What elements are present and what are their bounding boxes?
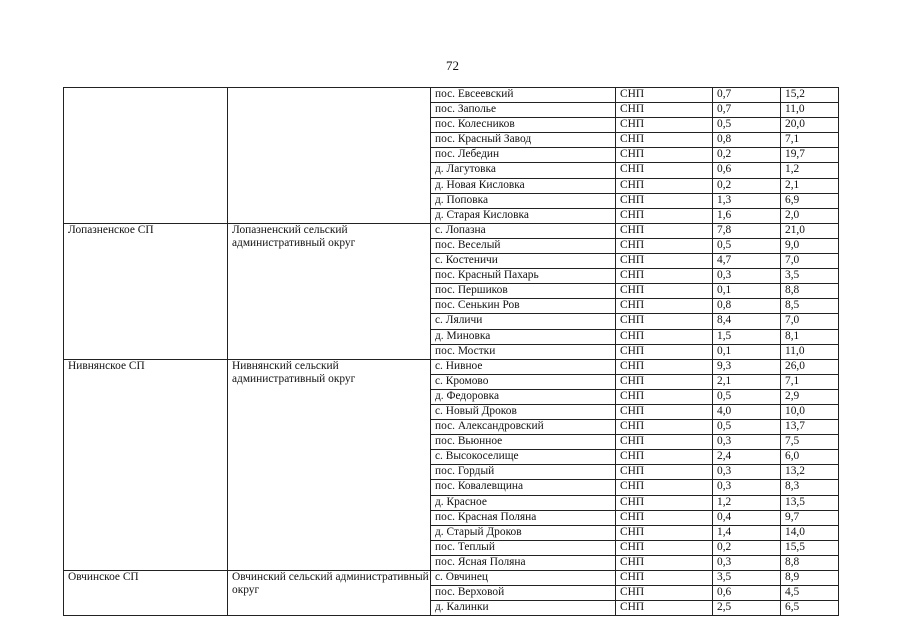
- settlement-type-cell: СНП: [616, 269, 713, 284]
- settlement-name-cell: с. Овчинец: [431, 571, 616, 586]
- value-a-cell: 0,2: [713, 540, 781, 555]
- settlement-type-cell: СНП: [616, 223, 713, 238]
- value-a-cell: 0,3: [713, 269, 781, 284]
- value-b-cell: 6,0: [781, 450, 839, 465]
- settlement-type-cell: СНП: [616, 571, 713, 586]
- settlement-name-cell: д. Лагутовка: [431, 163, 616, 178]
- value-b-cell: 2,0: [781, 208, 839, 223]
- value-b-cell: 2,9: [781, 389, 839, 404]
- value-b-cell: 15,5: [781, 540, 839, 555]
- value-a-cell: 1,2: [713, 495, 781, 510]
- settlement-name-cell: с. Костеничи: [431, 254, 616, 269]
- settlement-type-cell: СНП: [616, 148, 713, 163]
- value-b-cell: 8,9: [781, 571, 839, 586]
- value-b-cell: 6,9: [781, 193, 839, 208]
- settlement-name-cell: пос. Красная Поляна: [431, 510, 616, 525]
- value-a-cell: 0,6: [713, 586, 781, 601]
- value-a-cell: 0,3: [713, 480, 781, 495]
- value-a-cell: 1,4: [713, 525, 781, 540]
- settlement-type-cell: СНП: [616, 329, 713, 344]
- settlement-name-cell: пос. Вьюнное: [431, 435, 616, 450]
- municipality-cell: Лопазненское СП: [64, 223, 228, 359]
- value-a-cell: 0,2: [713, 178, 781, 193]
- settlement-name-cell: пос. Александровский: [431, 420, 616, 435]
- settlement-name-cell: д. Федоровка: [431, 389, 616, 404]
- settlement-type-cell: СНП: [616, 555, 713, 570]
- settlement-type-cell: СНП: [616, 495, 713, 510]
- value-a-cell: 0,3: [713, 465, 781, 480]
- value-a-cell: 8,4: [713, 314, 781, 329]
- settlement-type-cell: СНП: [616, 359, 713, 374]
- settlement-type-cell: СНП: [616, 163, 713, 178]
- settlement-type-cell: СНП: [616, 193, 713, 208]
- settlement-name-cell: пос. Веселый: [431, 238, 616, 253]
- value-b-cell: 7,1: [781, 133, 839, 148]
- settlement-name-cell: с. Высокоселище: [431, 450, 616, 465]
- settlement-type-cell: СНП: [616, 178, 713, 193]
- value-a-cell: 0,7: [713, 103, 781, 118]
- settlement-type-cell: СНП: [616, 284, 713, 299]
- value-a-cell: 0,5: [713, 238, 781, 253]
- value-a-cell: 0,5: [713, 389, 781, 404]
- value-b-cell: 26,0: [781, 359, 839, 374]
- district-cell: Нивнянский сельский административный округ: [228, 359, 431, 570]
- value-b-cell: 19,7: [781, 148, 839, 163]
- settlement-type-cell: СНП: [616, 389, 713, 404]
- value-a-cell: 2,4: [713, 450, 781, 465]
- value-b-cell: 1,2: [781, 163, 839, 178]
- settlement-name-cell: д. Поповка: [431, 193, 616, 208]
- settlement-type-cell: СНП: [616, 540, 713, 555]
- value-b-cell: 11,0: [781, 344, 839, 359]
- settlement-name-cell: пос. Красный Завод: [431, 133, 616, 148]
- settlement-type-cell: СНП: [616, 480, 713, 495]
- value-a-cell: 0,8: [713, 133, 781, 148]
- value-b-cell: 9,0: [781, 238, 839, 253]
- value-a-cell: 7,8: [713, 223, 781, 238]
- value-b-cell: 2,1: [781, 178, 839, 193]
- settlement-name-cell: пос. Красный Пахарь: [431, 269, 616, 284]
- settlement-name-cell: пос. Гордый: [431, 465, 616, 480]
- table-body: [64, 88, 839, 616]
- value-a-cell: 2,5: [713, 601, 781, 616]
- value-a-cell: 0,5: [713, 420, 781, 435]
- district-cell: Лопазненский сельский административный округ: [228, 223, 431, 359]
- value-a-cell: 0,3: [713, 555, 781, 570]
- settlement-type-cell: СНП: [616, 465, 713, 480]
- value-a-cell: 0,6: [713, 163, 781, 178]
- settlement-name-cell: пос. Ясная Поляна: [431, 555, 616, 570]
- value-b-cell: 8,3: [781, 480, 839, 495]
- settlement-name-cell: пос. Ковалевщина: [431, 480, 616, 495]
- settlement-type-cell: СНП: [616, 344, 713, 359]
- settlement-name-cell: с. Лопазна: [431, 223, 616, 238]
- settlement-type-cell: СНП: [616, 420, 713, 435]
- value-b-cell: 7,0: [781, 314, 839, 329]
- settlement-type-cell: СНП: [616, 118, 713, 133]
- table-row: [64, 359, 839, 374]
- settlement-type-cell: СНП: [616, 314, 713, 329]
- municipality-cell: Овчинское СП: [64, 571, 228, 616]
- settlement-name-cell: пос. Заполье: [431, 103, 616, 118]
- settlement-type-cell: СНП: [616, 103, 713, 118]
- value-a-cell: 0,4: [713, 510, 781, 525]
- table-row: [64, 223, 839, 238]
- value-a-cell: 0,2: [713, 148, 781, 163]
- settlement-type-cell: СНП: [616, 208, 713, 223]
- settlement-name-cell: д. Старая Кисловка: [431, 208, 616, 223]
- table-row: [64, 88, 839, 103]
- value-b-cell: 13,2: [781, 465, 839, 480]
- municipality-cell: [64, 88, 228, 224]
- value-b-cell: 8,8: [781, 284, 839, 299]
- district-cell: [228, 88, 431, 224]
- value-b-cell: 7,1: [781, 374, 839, 389]
- value-a-cell: 1,6: [713, 208, 781, 223]
- value-b-cell: 14,0: [781, 525, 839, 540]
- value-b-cell: 6,5: [781, 601, 839, 616]
- settlement-name-cell: пос. Лебедин: [431, 148, 616, 163]
- settlement-type-cell: СНП: [616, 450, 713, 465]
- value-a-cell: 4,7: [713, 254, 781, 269]
- settlement-name-cell: д. Новая Кисловка: [431, 178, 616, 193]
- page-number: 72: [446, 58, 459, 73]
- value-b-cell: 4,5: [781, 586, 839, 601]
- settlement-name-cell: пос. Мостки: [431, 344, 616, 359]
- settlement-type-cell: СНП: [616, 238, 713, 253]
- settlement-name-cell: с. Кромово: [431, 374, 616, 389]
- settlement-type-cell: СНП: [616, 88, 713, 103]
- value-a-cell: 0,3: [713, 435, 781, 450]
- settlement-type-cell: СНП: [616, 133, 713, 148]
- settlement-type-cell: СНП: [616, 601, 713, 616]
- district-cell: Овчинский сельский административный округ: [228, 571, 431, 616]
- settlement-type-cell: СНП: [616, 299, 713, 314]
- value-b-cell: 3,5: [781, 269, 839, 284]
- settlement-name-cell: пос. Сенькин Ров: [431, 299, 616, 314]
- settlement-type-cell: СНП: [616, 254, 713, 269]
- value-a-cell: 9,3: [713, 359, 781, 374]
- value-b-cell: 15,2: [781, 88, 839, 103]
- value-a-cell: 0,1: [713, 284, 781, 299]
- settlement-name-cell: д. Миновка: [431, 329, 616, 344]
- settlement-name-cell: пос. Колесников: [431, 118, 616, 133]
- settlement-type-cell: СНП: [616, 374, 713, 389]
- settlement-name-cell: с. Нивное: [431, 359, 616, 374]
- settlement-name-cell: д. Калинки: [431, 601, 616, 616]
- value-a-cell: 1,3: [713, 193, 781, 208]
- value-b-cell: 11,0: [781, 103, 839, 118]
- municipality-cell: Нивнянское СП: [64, 359, 228, 570]
- settlement-name-cell: с. Ляличи: [431, 314, 616, 329]
- settlement-name-cell: д. Красное: [431, 495, 616, 510]
- settlement-name-cell: пос. Першиков: [431, 284, 616, 299]
- value-b-cell: 7,5: [781, 435, 839, 450]
- value-b-cell: 13,7: [781, 420, 839, 435]
- value-b-cell: 8,5: [781, 299, 839, 314]
- value-a-cell: 0,5: [713, 118, 781, 133]
- value-a-cell: 0,1: [713, 344, 781, 359]
- value-b-cell: 7,0: [781, 254, 839, 269]
- value-a-cell: 0,7: [713, 88, 781, 103]
- table-row: [64, 571, 839, 586]
- value-b-cell: 10,0: [781, 404, 839, 419]
- value-b-cell: 21,0: [781, 223, 839, 238]
- settlement-type-cell: СНП: [616, 586, 713, 601]
- settlement-name-cell: пос. Теплый: [431, 540, 616, 555]
- settlement-type-cell: СНП: [616, 510, 713, 525]
- settlements-table: [63, 87, 839, 616]
- settlement-name-cell: пос. Верховой: [431, 586, 616, 601]
- value-a-cell: 4,0: [713, 404, 781, 419]
- value-a-cell: 0,8: [713, 299, 781, 314]
- value-a-cell: 1,5: [713, 329, 781, 344]
- settlement-name-cell: д. Старый Дроков: [431, 525, 616, 540]
- settlement-type-cell: СНП: [616, 404, 713, 419]
- value-a-cell: 3,5: [713, 571, 781, 586]
- value-b-cell: 20,0: [781, 118, 839, 133]
- value-b-cell: 13,5: [781, 495, 839, 510]
- value-a-cell: 2,1: [713, 374, 781, 389]
- settlement-name-cell: с. Новый Дроков: [431, 404, 616, 419]
- value-b-cell: 8,8: [781, 555, 839, 570]
- settlement-name-cell: пос. Евсеевский: [431, 88, 616, 103]
- value-b-cell: 9,7: [781, 510, 839, 525]
- settlement-type-cell: СНП: [616, 435, 713, 450]
- value-b-cell: 8,1: [781, 329, 839, 344]
- settlement-type-cell: СНП: [616, 525, 713, 540]
